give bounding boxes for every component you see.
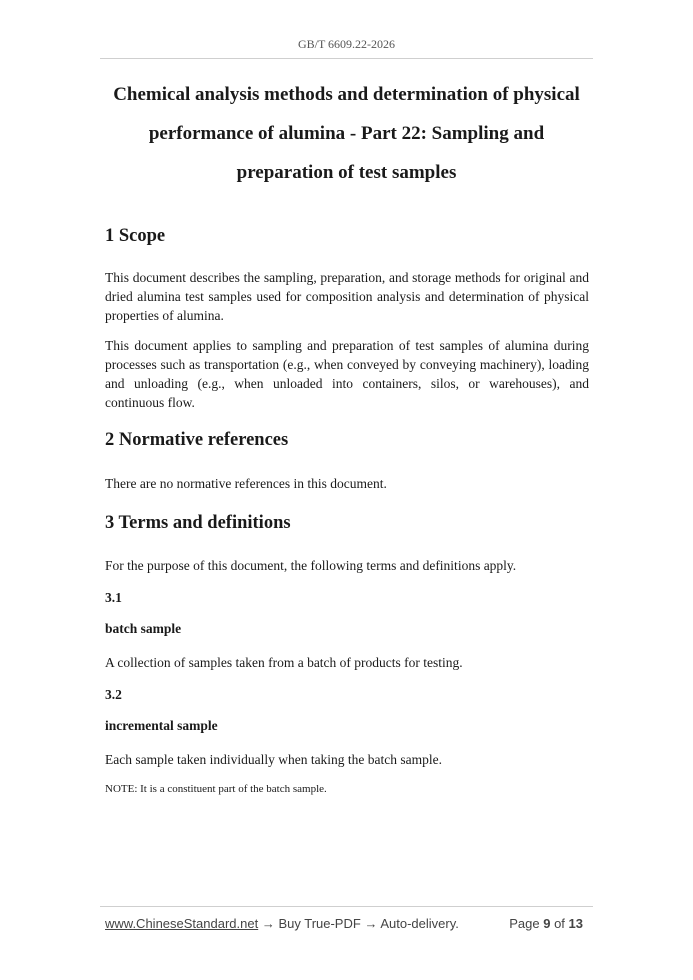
- section-heading-terms: 3 Terms and definitions: [105, 513, 291, 533]
- scope-paragraph-1: This document describes the sampling, preparation, and storage methods for original and dried alumina test samples used for composition analysis and determination of physical properties of alumina.: [105, 270, 589, 323]
- scope-paragraph-2: This document applies to sampling and preparation of test samples of alumina during processes such as transportation (e.g., when conveyed by conveying machinery), loading and unloading (e.g., when unloaded into containers, silos, or warehouses), and continuous flow.: [105, 338, 589, 410]
- normative-paragraph: There are no normative references in this document.: [105, 476, 387, 491]
- page-total: 13: [568, 916, 583, 931]
- arrow-icon: →: [261, 916, 275, 931]
- header-divider: [100, 58, 593, 59]
- page-current: 9: [543, 916, 551, 931]
- page-number: [509, 916, 583, 931]
- title-line-1: Chemical analysis methods and determination of physical: [113, 84, 580, 105]
- term-number-3-1: 3.1: [105, 590, 122, 605]
- section-heading-normative-references: 2 Normative references: [105, 430, 289, 450]
- footer-divider: [100, 906, 593, 907]
- document-title: [100, 75, 593, 192]
- standard-code: GB/T 6609.22-2026: [297, 37, 396, 51]
- term-definition-batch-sample: A collection of samples taken from a batch of products for testing.: [105, 655, 463, 670]
- section-heading-scope: 1 Scope: [105, 226, 166, 246]
- title-line-2: performance of alumina - Part 22: Sampling and: [148, 123, 545, 144]
- page-label: Page: [509, 916, 540, 931]
- arrow-icon: →: [364, 916, 378, 931]
- term-definition-incremental-sample: Each sample taken individually when taking the batch sample.: [105, 752, 443, 767]
- auto-delivery-text: Auto-delivery.: [380, 916, 459, 931]
- term-number-3-2: 3.2: [105, 687, 122, 702]
- buy-pdf-text: Buy True-PDF: [278, 916, 361, 931]
- page-of: of: [554, 916, 565, 931]
- title-line-3: preparation of test samples: [236, 162, 457, 183]
- footer-promo: [105, 916, 459, 931]
- terms-intro: For the purpose of this document, the following terms and definitions apply.: [105, 558, 517, 573]
- site-link[interactable]: www.ChineseStandard.net: [105, 916, 259, 931]
- term-note: NOTE: It is a constituent part of the batch sample.: [105, 783, 327, 795]
- term-name-incremental-sample: incremental sample: [105, 718, 218, 733]
- term-name-batch-sample: batch sample: [105, 621, 182, 636]
